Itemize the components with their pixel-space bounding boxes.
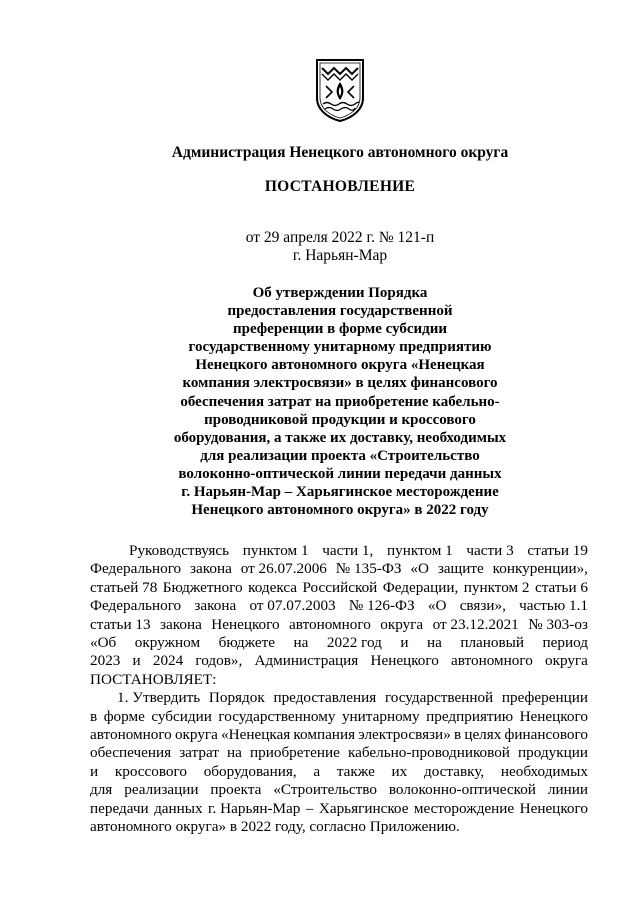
word: 2022 год [326,634,382,652]
word: части 1, [322,542,374,559]
text-line [90,763,588,781]
word: государственному [218,707,336,725]
word: а [313,762,321,780]
word: пунктом 1 [242,542,309,559]
title-line: проводниковой продукции и кроссового [204,411,476,428]
word: округа [174,726,218,744]
word: Ненецкого [519,707,588,725]
text-line [90,689,588,707]
word: Ненецкого [370,652,439,670]
word: – [305,799,314,817]
word: Ненецкого [519,799,588,817]
word: период [542,634,588,652]
word: доставку, [423,762,485,780]
word: «Об [90,634,117,652]
text-line [90,542,588,560]
text-line [90,597,588,615]
word: 1. Утвердить [117,689,201,707]
text-line [90,800,588,818]
word: Администрация [254,652,359,670]
word: статьей 78 [90,578,158,596]
text-line [90,708,588,726]
word: предоставления [273,689,377,707]
word: закона [160,615,202,633]
title-line: обеспечения затрат на приобретение кабельно- [180,393,500,410]
word: данных [154,799,203,817]
word: Порядок [208,689,265,707]
word: и [132,652,141,670]
word: также [336,762,375,780]
title-line: Ненецкого автономного округа» в 2022 году [191,502,489,519]
word: Федерального [90,560,182,578]
word: их [391,762,408,780]
word: автономного [289,615,371,633]
text-line [90,560,588,578]
word: бюджете [218,634,276,652]
word: на [426,634,442,652]
word: защите [437,560,484,578]
word: передачи [90,799,149,817]
word: реализации [124,781,199,799]
word: Федерации, [382,578,459,596]
word: государственной [384,689,494,707]
word: округа [544,652,588,670]
paragraph-2-last-line: автономного округа» в 2022 году, согласно Приложению. [90,818,460,836]
text-line [90,634,588,652]
word: и [400,634,409,652]
word: от 23.12.2021 [432,615,519,633]
title-line: для реализации проекта «Строительство [200,447,480,464]
word: компания [293,726,356,744]
word: Руководствуясь [129,542,230,559]
title-line: г. Нарьян-Мар – Харьягинское месторождение [181,484,499,501]
word: от 07.07.2003 [249,597,336,615]
word: 2023 [90,652,121,670]
word: на [293,634,309,652]
word: кодекса [248,578,297,596]
word: оборудования, [203,762,297,780]
word: статьи 19 [527,542,588,559]
word: пунктом 2 [463,578,530,596]
word: закона [194,597,237,615]
paragraph-2 [90,689,588,818]
title-line: оборудования, а также их доставку, необходимых [173,429,507,446]
document-title [0,284,640,519]
word: «Строительство [273,781,377,799]
word: статьи 6 [534,578,588,596]
word: электросвязи» [358,726,451,744]
word: Федерального [90,597,182,615]
word: в [90,707,98,725]
document-type: ПОСТАНОВЛЕНИЕ [264,178,416,195]
title-line: компания электросвязи» в целях финансового [182,375,498,392]
title-line: Об утверждении Порядка [252,285,428,301]
title-line: государственному унитарному предприятию [188,339,492,356]
word: субсидии [151,707,212,725]
word: обеспечения [90,744,172,762]
word: «О [410,560,429,578]
date-number: от 29 апреля 2022 г. № 121-п [245,229,435,246]
word: кабельно-проводниковой [347,744,510,762]
word: преференции [501,689,588,707]
word: приобретение [250,744,340,762]
document-body [90,542,588,837]
paragraph-1-last-line: ПОСТАНОВЛЯЕТ: [90,670,217,688]
word: финансового [504,726,588,744]
nenets-coat-of-arms-icon [314,58,366,122]
word: затрат [179,744,219,762]
word: окружном [134,634,201,652]
word: частью 1.1 [519,597,588,615]
word: от 26.07.2006 [240,560,327,578]
word: статьи 13 [90,615,151,633]
word: для [90,781,113,799]
word: предприятию [426,707,514,725]
organization-name: Администрация Ненецкого автономного округа [171,144,509,161]
word: годов», [195,652,243,670]
title-line: волоконно-оптической линии передачи данных [178,465,502,482]
word: конкуренции», [492,560,588,578]
title-line: Ненецкого автономного округа «Ненецкая [195,357,485,374]
text-line [90,652,588,670]
word: проекта [210,781,262,799]
word: кроссового [114,762,187,780]
word: № 126-ФЗ [348,597,415,615]
word: г. Нарьян-Мар [208,799,301,817]
word: необходимых [500,762,588,780]
word: № 135-ФЗ [335,560,402,578]
word: плановый [460,634,525,652]
word: 2024 [152,652,184,670]
word: «Ненецкая [221,726,291,744]
word: закона [190,560,232,578]
title-line: преференции в форме субсидии [232,321,448,338]
place: г. Нарьян-Мар [292,247,388,264]
word: части 3 [466,542,514,559]
word: пунктом 1 [386,542,453,559]
word: унитарному [341,707,420,725]
word: Харьягинское [318,799,409,817]
word: линии [547,781,588,799]
word: Ненецкого [211,615,280,633]
text-line [90,616,588,634]
text-line [90,744,588,762]
date-place-block [0,229,640,265]
word: целях [464,726,502,744]
title-line: предоставления государственной [227,303,453,320]
word: форме [103,707,145,725]
word: волоконно-оптической [388,781,536,799]
text-line [90,781,588,799]
word: «О [427,597,447,615]
word: связи», [459,597,506,615]
word: автономного [90,726,172,744]
word: продукции [518,744,588,762]
word: автономного [451,652,533,670]
word: месторождение [413,799,515,817]
word: Бюджетного [162,578,243,596]
word: и [90,762,99,780]
word: округа [380,615,424,633]
word: № 303-оз [528,615,588,633]
paragraph-1 [90,542,588,671]
word: на [227,744,242,762]
word: в [453,726,462,744]
text-line [90,726,588,744]
text-line [90,579,588,597]
word: Российской [302,578,378,596]
